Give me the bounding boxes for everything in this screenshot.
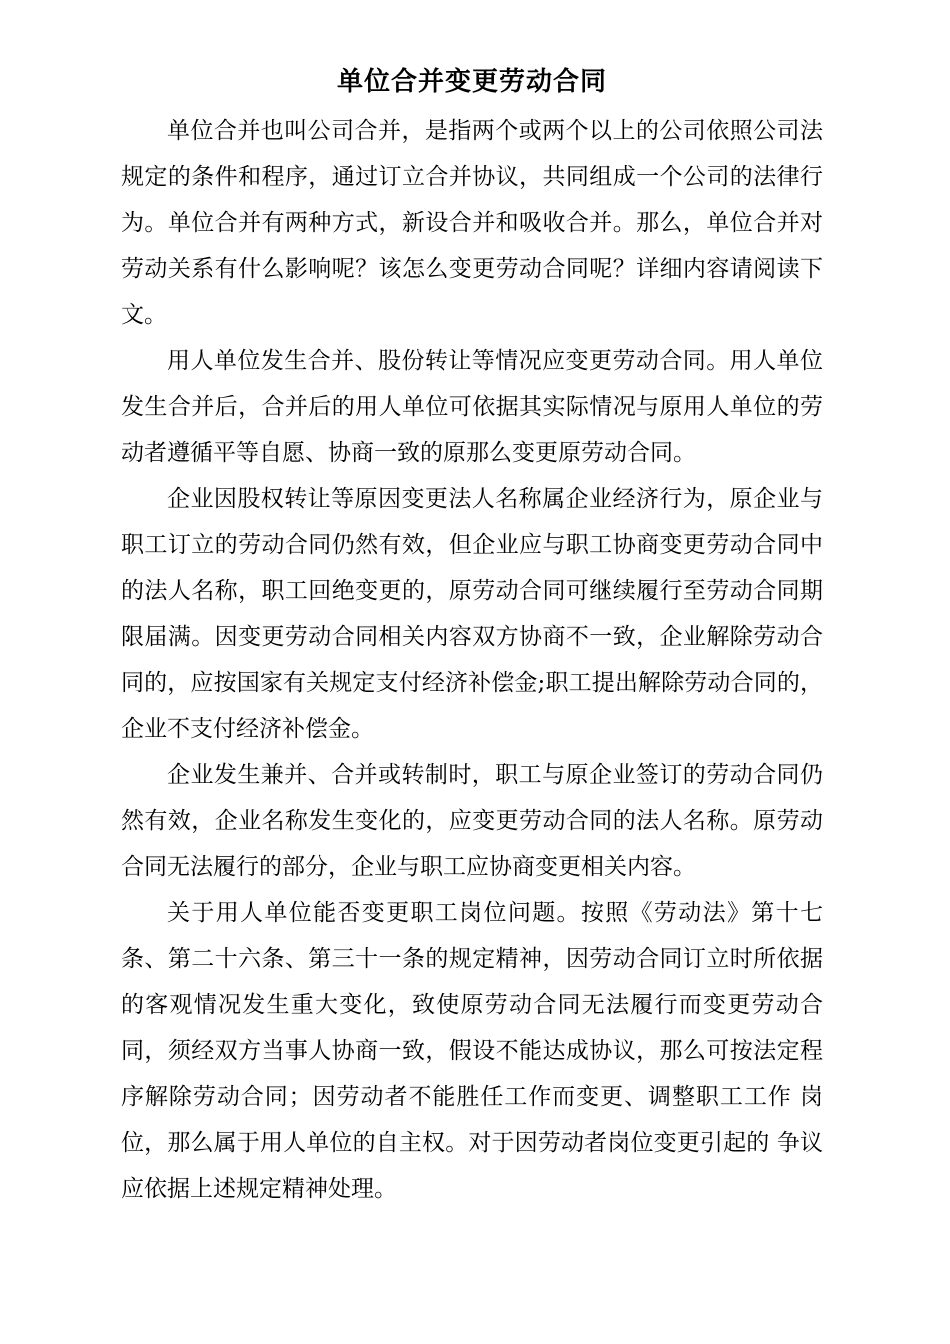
document-title: 单位合并变更劳动合同 [336, 67, 607, 97]
paragraph-restructuring: 企业发生兼并、合并或转制时，职工与原企业签订的劳动合同仍然有效，企业名称发生变化的，应变更劳动合同的法人名称。原劳动合同无法履行的部分，企业与职工应协商变更相关内容。 [121, 762, 823, 880]
paragraph-job-position: 关于用人单位能否变更职工岗位问题。按照《劳动法》第十七条、第二十六条、第三十一条的规定精神，因劳动合同订立时所依据的客观情况发生重大变化，致使原劳动合同无法履行而变更劳动合同，须经双方当事人协商一致，假设不能达成协议，那么可按法定程序解除劳动合同；因劳动者不能胜任工作而变更、调整职工工作 岗位，那么属于用人单位的自主权。对于因劳动者岗位变更引起的 争议应依据上述规定精神处理。 [121, 900, 823, 1202]
document-page [121, 62, 823, 1212]
paragraph-intro: 单位合并也叫公司合并，是指两个或两个以上的公司依照公司法规定的条件和程序，通过订立合并协议，共同组成一个公司的法律行为。单位合并有两种方式，新设合并和吸收合并。那么，单位合并对劳动关系有什么影响呢？该怎么变更劳动合同呢？详细内容请阅读下文。 [121, 118, 823, 328]
paragraph-equity-transfer: 企业因股权转让等原因变更法人名称属企业经济行为，原企业与职工订立的劳动合同仍然有效，但企业应与职工协商变更劳动合同中的法人名称，职工回绝变更的，原劳动合同可继续履行至劳动合同期限届满。因变更劳动合同相关内容双方协商不一致，企业解除劳动合同的，应按国家有关规定支付经济补偿金;职工提出解除劳动合同的，企业不支付经济补偿金。 [121, 486, 823, 742]
paragraph-merger-change: 用人单位发生合并、股份转让等情况应变更劳动合同。用人单位发生合并后，合并后的用人单位可依据其实际情况与原用人单位的劳动者遵循平等自愿、协商一致的原那么变更原劳动合同。 [121, 348, 823, 466]
